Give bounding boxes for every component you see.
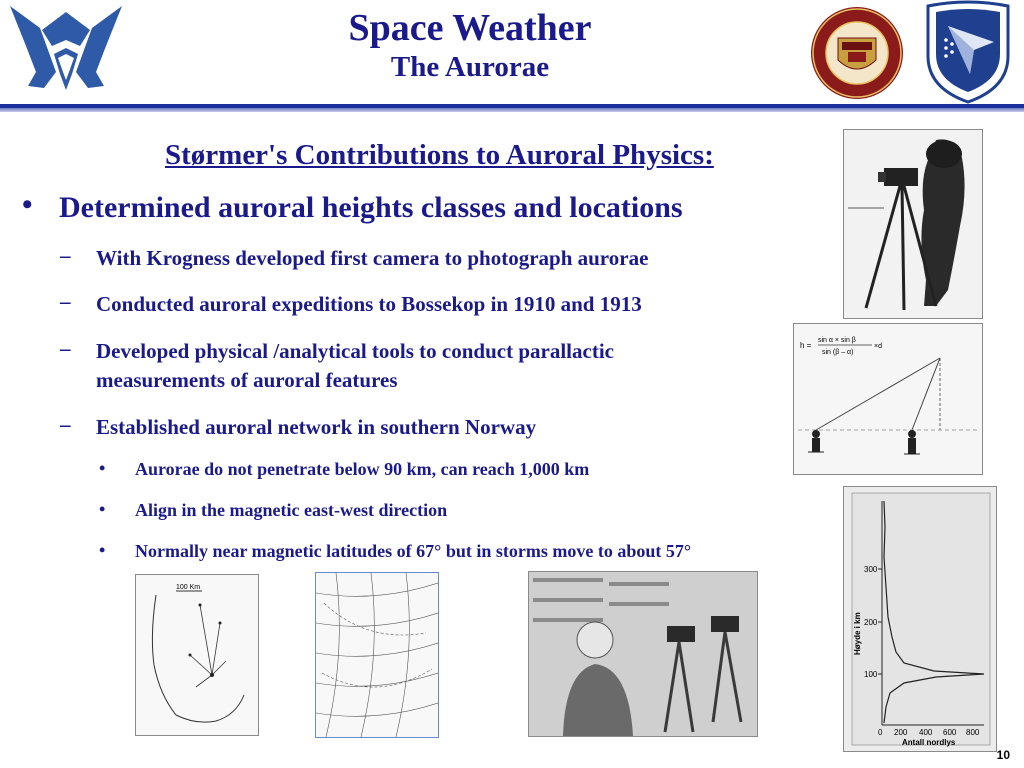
boston-college-seal	[808, 4, 906, 102]
bullet-marker: •	[22, 188, 33, 221]
height-tick-300: 300	[864, 565, 878, 574]
formula-lhs: h =	[800, 341, 812, 350]
count-axis-label: Antall nordlys	[902, 738, 956, 747]
slide-subtitle: The Aurorae	[390, 51, 550, 83]
bullet-marker: •	[99, 458, 106, 478]
slide-title: Space Weather	[348, 7, 592, 49]
parallax-diagram	[793, 323, 983, 475]
norway-station-map	[135, 574, 259, 736]
formula-denominator: sin (β – α)	[822, 349, 854, 356]
sub-bullet-network: Established auroral network in southern Norway	[96, 415, 537, 439]
height-tick-200: 200	[864, 618, 878, 627]
bullet-marker: •	[99, 540, 106, 560]
dash-marker: –	[60, 336, 71, 360]
page-number: 10	[996, 748, 1010, 762]
sub-bullet-expeditions: Conducted auroral expeditions to Bossekop in 1910 and 1913	[96, 292, 642, 316]
sub-bullet-camera: With Krogness developed first camera to photograph aurorae	[96, 246, 649, 270]
header-divider	[0, 104, 1024, 112]
count-tick-600: 600	[943, 728, 957, 737]
count-tick-200: 200	[894, 728, 908, 737]
point-magnetic-latitudes: Normally near magnetic latitudes of 67° but in storms move to about 57°	[135, 541, 692, 561]
sub-bullet-parallactic-2: measurements of auroral features	[96, 368, 398, 392]
bullet-marker: •	[99, 499, 106, 519]
dash-marker: –	[60, 243, 71, 267]
afrl-shield-logo	[918, 0, 1018, 104]
formula-rhs: ×d	[874, 343, 882, 350]
map-scale-label: 100 Km	[176, 584, 201, 591]
dash-marker: –	[60, 412, 71, 436]
aurora-arc-grid-map	[315, 572, 439, 738]
formula-numerator: sin α × sin β	[818, 337, 856, 344]
dash-marker: –	[60, 289, 71, 313]
stormer-portrait-photo	[528, 571, 758, 737]
bullet-heights-classes: Determined auroral heights classes and locations	[59, 191, 683, 224]
sub-bullet-parallactic-1: Developed physical /analytical tools to conduct parallactic	[96, 339, 614, 363]
camera-operator-photo	[843, 129, 983, 319]
point-magnetic-alignment: Align in the magnetic east-west direction	[135, 500, 448, 520]
count-tick-400: 400	[919, 728, 933, 737]
count-tick-800: 800	[966, 728, 980, 737]
height-axis-label: Høyde i km	[853, 612, 862, 655]
point-penetration-heights: Aurorae do not penetrate below 90 km, can reach 1,000 km	[135, 459, 590, 479]
count-tick-0: 0	[878, 728, 883, 737]
height-distribution-chart	[843, 486, 997, 752]
section-heading: Størmer's Contributions to Auroral Physics:	[165, 139, 714, 171]
height-tick-100: 100	[864, 670, 878, 679]
